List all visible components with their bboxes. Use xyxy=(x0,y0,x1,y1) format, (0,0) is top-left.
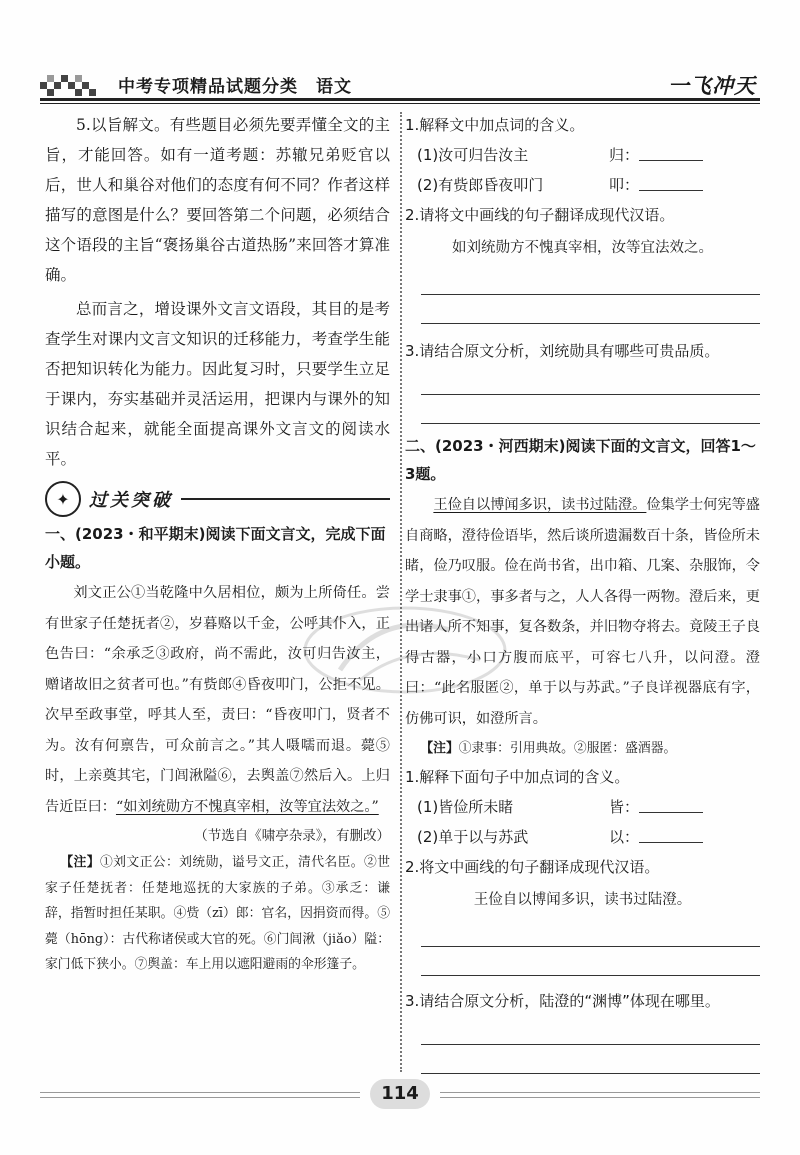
answer-blank-jie[interactable] xyxy=(639,792,703,813)
passage-two-notes xyxy=(405,736,760,762)
question-1a-label: 归： xyxy=(609,146,640,164)
page-footer xyxy=(40,1075,760,1115)
question-4b xyxy=(417,822,760,852)
watermark-logo-icon xyxy=(300,600,510,700)
passage-one-underlined: “如刘统勋方不愧真宰相，汝等宜法效之。” xyxy=(115,798,379,815)
question-4b-stem: (2)单于以与苏武 xyxy=(417,827,529,846)
question-4a xyxy=(417,792,760,822)
footer-rule-right xyxy=(440,1092,760,1098)
question-5: 2.将文中画线的句子翻译成现代汉语。 xyxy=(405,857,660,876)
answer-line[interactable] xyxy=(421,295,760,324)
checker-decoration-icon xyxy=(40,68,98,96)
header-brand: 一飞冲天 xyxy=(668,74,756,98)
question-2-sentence: 如刘统勋方不愧真宰相，汝等宜法效之。 xyxy=(452,240,713,256)
passage-two-underlined: 王俭自以博闻多识，读书过陆澄。 xyxy=(433,497,647,513)
note-text: ①隶事：引用典故。②服匿：盛酒器。 xyxy=(458,741,677,756)
badge-rule xyxy=(181,498,390,500)
section-two-heading: 二、(2023・河西期末)阅读下面的文言文，回答1～3题。 xyxy=(405,437,756,483)
badge-label: 过关突破 xyxy=(89,490,173,511)
badge-emblem-icon: ✦ xyxy=(45,481,81,517)
question-6: 3.请结合原文分析，陆澄的“渊博”体现在哪里。 xyxy=(405,991,720,1010)
answer-blank-kou[interactable] xyxy=(639,170,703,191)
column-divider xyxy=(400,112,402,1072)
answer-line[interactable] xyxy=(421,947,760,976)
paragraph-tip-5: 5.以旨解文。有些题目必须先要弄懂全文的主旨，才能回答。如有一道考题：苏辙兄弟贬官以后，世人和巢谷对他们的态度有何不同？作者这样描写的意图是什么？要回答第二个问题，必须结合这个语段的主旨“褒扬巢谷古道热肠”来回答才算准确。 xyxy=(45,116,390,284)
page-header xyxy=(40,60,760,102)
passage-two-text: 俭集学士何宪等盛自商略，澄待俭语毕，然后谈所遗漏数百十条，皆俭所未睹，俭乃叹服。俭在尚书省，出巾箱、几案、杂服饰，令学士隶事①，事多者与之，人人各得一两物。澄后来，更出诸人所不知事，复各数条，并旧物夺将去。竟陵王子良得古器，小口方腹而底平，可容七八升，以问澄。澄曰：“此名服匿②，单于以与苏武。”子良详视器底有字，仿佛可识，如澄所言。 xyxy=(405,497,760,727)
footer-rule-left xyxy=(40,1092,360,1098)
right-column xyxy=(405,110,760,1074)
question-2: 2.请将文中画线的句子翻译成现代汉语。 xyxy=(405,206,675,224)
note-text: ①刘文正公：刘统勋，谥号文正，清代名臣。②世家子任楚抚者：任楚地巡抚的大家族的子弟。③承乏：谦辞，指暂时担任某职。④赀（zī）郎：官名，因捐资而得。⑤薨（hōng）：古代称诸侯或大官的死。⑥门闾湫（jiǎo）隘：家门低下狭小。⑦舆盖：车上用以遮阳避雨的伞形篷子。 xyxy=(45,855,391,972)
answer-line[interactable] xyxy=(421,266,760,295)
question-1b-stem: (2)有赀郎昏夜叩门 xyxy=(417,176,544,194)
paragraph-summary: 总而言之，增设课外文言文语段，其目的是考查学生对课内文言文知识的迁移能力，考查学生能否把知识转化为能力。因此复习时，只要学生立足于课内，夯实基础并灵活运用，把课内与课外的知识结合起来，就能全面提高课外文言文的阅读水平。 xyxy=(45,300,390,468)
answer-blank-yi[interactable] xyxy=(639,822,703,843)
passage-one-notes xyxy=(45,850,390,978)
answer-line[interactable] xyxy=(421,1045,760,1074)
page-number: 114 xyxy=(370,1079,430,1109)
answer-line[interactable] xyxy=(421,1016,760,1045)
question-3: 3.请结合原文分析，刘统勋具有哪些可贵品质。 xyxy=(405,342,720,360)
header-title: 中考专项精品试题分类 语文 xyxy=(118,77,352,97)
question-1b xyxy=(417,170,760,200)
header-rule xyxy=(40,98,760,101)
question-4a-label: 皆： xyxy=(609,797,640,816)
passage-one-text: 刘文正公①当乾隆中久居相位，颇为上所倚任。尝有世家子任楚抚者②，岁暮赂以千金，公呼其仆入，正色告曰：“余承乏③政府，尚不需此，汝可归告汝主，赠诸故旧之贫者可也。”有赀郎④昏夜叩门，公拒不见。次早至政事堂，呼其人至，责曰：“昏夜叩门，贤者不为。汝有何禀告，可众前言之。”其人嗫嚅而退。薨⑤时，上亲奠其宅，门闾湫隘⑥，去舆盖⑦然后入。上归告近臣曰： xyxy=(45,585,390,815)
answer-line[interactable] xyxy=(421,918,760,947)
question-5-sentence: 王俭自以博闻多识，读书过陆澄。 xyxy=(473,891,692,908)
answer-blank-gui[interactable] xyxy=(639,140,703,161)
answer-line[interactable] xyxy=(421,395,760,424)
question-1a xyxy=(417,140,760,170)
answer-line[interactable] xyxy=(421,366,760,395)
note-label: 【注】 xyxy=(60,855,100,870)
header-rule-thin xyxy=(40,103,760,104)
question-4: 1.解释下面句子中加点词的含义。 xyxy=(405,767,630,786)
section-badge xyxy=(45,482,390,516)
question-1: 1.解释文中加点词的含义。 xyxy=(405,116,585,134)
section-one-heading: 一、(2023・和平期末)阅读下面文言文，完成下面小题。 xyxy=(45,525,386,571)
left-column xyxy=(45,110,390,978)
note-label: 【注】 xyxy=(420,741,459,756)
question-1b-label: 叩： xyxy=(609,176,640,194)
passage-one-source: （节选自《啸亭杂录》，有删改） xyxy=(194,828,390,844)
question-4b-label: 以： xyxy=(609,827,640,846)
question-4a-stem: (1)皆俭所未睹 xyxy=(417,797,514,816)
question-1a-stem: (1)汝可归告汝主 xyxy=(417,146,529,164)
